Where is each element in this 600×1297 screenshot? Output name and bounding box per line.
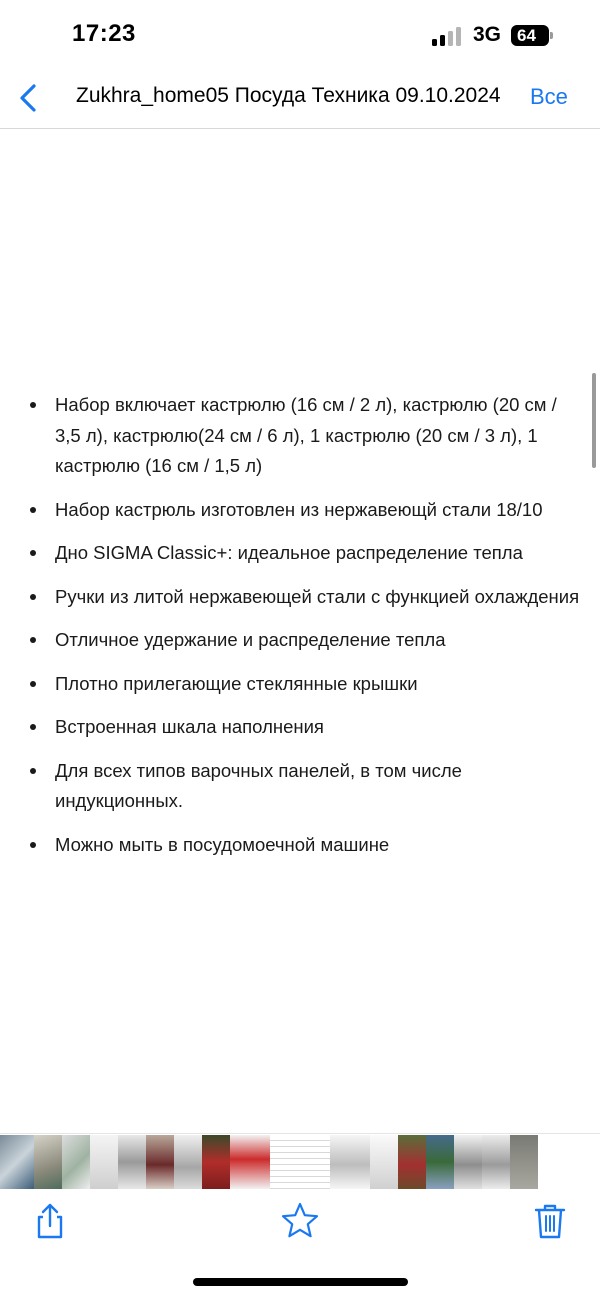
share-button[interactable] [30, 1201, 70, 1241]
thumbnail[interactable] [34, 1135, 62, 1189]
list-item [28, 625, 580, 656]
home-indicator[interactable] [193, 1278, 408, 1286]
bullet-icon [30, 402, 36, 408]
list-item-text: Можно мыть в посудомоечной машине [55, 833, 390, 855]
thumbnail[interactable] [398, 1135, 426, 1189]
thumbnail[interactable] [174, 1135, 202, 1189]
list-item-text: Плотно прилегающие стеклянные крышки [55, 672, 418, 694]
list-item-text: Встроенная шкала наполнения [55, 716, 324, 737]
star-icon [280, 1201, 320, 1241]
thumbnail[interactable] [90, 1135, 118, 1189]
thumbnail[interactable] [146, 1135, 174, 1189]
bullet-icon [30, 507, 36, 513]
list-item [28, 830, 580, 861]
bottom-toolbar [0, 1189, 600, 1253]
thumbnail[interactable] [230, 1135, 270, 1189]
share-icon [30, 1201, 70, 1241]
trash-icon [530, 1201, 570, 1241]
scroll-indicator[interactable] [592, 373, 596, 468]
bullet-icon [30, 637, 36, 643]
thumbnail[interactable] [370, 1135, 398, 1189]
list-item-text: Отличное удержание и распределение тепла [55, 629, 446, 650]
thumbnail[interactable] [62, 1135, 90, 1189]
chevron-left-icon [10, 78, 50, 118]
thumbnail[interactable] [426, 1135, 454, 1189]
thumbnail[interactable] [454, 1135, 482, 1189]
list-item [28, 582, 580, 613]
list-item [28, 538, 580, 569]
bullet-icon [30, 594, 36, 600]
page-title: Zukhra_home05 Посуда Техника 09.10.2024 [76, 84, 501, 107]
thumbnail[interactable] [202, 1135, 230, 1189]
thumbnail[interactable] [510, 1135, 538, 1189]
list-item [28, 390, 580, 482]
list-item-text: Для всех типов варочных панелей, в том числе индукционных. [55, 759, 462, 811]
thumbnail[interactable] [0, 1135, 34, 1189]
bullet-icon [30, 724, 36, 730]
bullet-icon [30, 550, 36, 556]
all-button[interactable]: Все [530, 84, 568, 109]
status-time: 17:23 [72, 20, 136, 47]
thumbnail[interactable] [118, 1135, 146, 1189]
battery-cap [550, 32, 553, 39]
list-item [28, 669, 580, 700]
list-item-text: Ручки из литой нержавеющей стали с функцией охлаждения [55, 585, 580, 607]
list-item-text: Набор включает кастрюлю (16 см / 2 л), кастрюлю (20 см / 3,5 л), кастрюлю(24 см / 6 л), 1 кастрюлю (20 см / 3 л), 1 кастрюлю (16 см / 1,5 л) [55, 394, 557, 476]
signal-strength-icon [432, 26, 464, 46]
nav-bar [0, 70, 600, 129]
status-bar [0, 0, 600, 70]
list-item [28, 756, 580, 817]
list-item [28, 495, 580, 526]
thumbnail[interactable] [270, 1135, 330, 1189]
thumbnail-strip[interactable] [0, 1133, 600, 1190]
document-content [0, 128, 600, 1132]
list-item-text: Набор кастрюль изготовлен из нержавеющй стали 18/10 [55, 498, 543, 520]
bullet-icon [30, 768, 36, 774]
feature-list [28, 390, 580, 873]
bullet-icon [30, 842, 36, 848]
bullet-icon [30, 681, 36, 687]
list-item-text: Дно SIGMA Classic+: идеальное распределение тепла [55, 542, 523, 563]
list-item [28, 712, 580, 743]
delete-button[interactable] [530, 1201, 570, 1241]
network-type: 3G [473, 23, 502, 46]
favorite-button[interactable] [280, 1201, 320, 1241]
back-button[interactable] [10, 78, 50, 118]
thumbnail[interactable] [330, 1135, 370, 1189]
thumbnail[interactable] [482, 1135, 510, 1189]
battery-icon: 64 [511, 25, 549, 46]
